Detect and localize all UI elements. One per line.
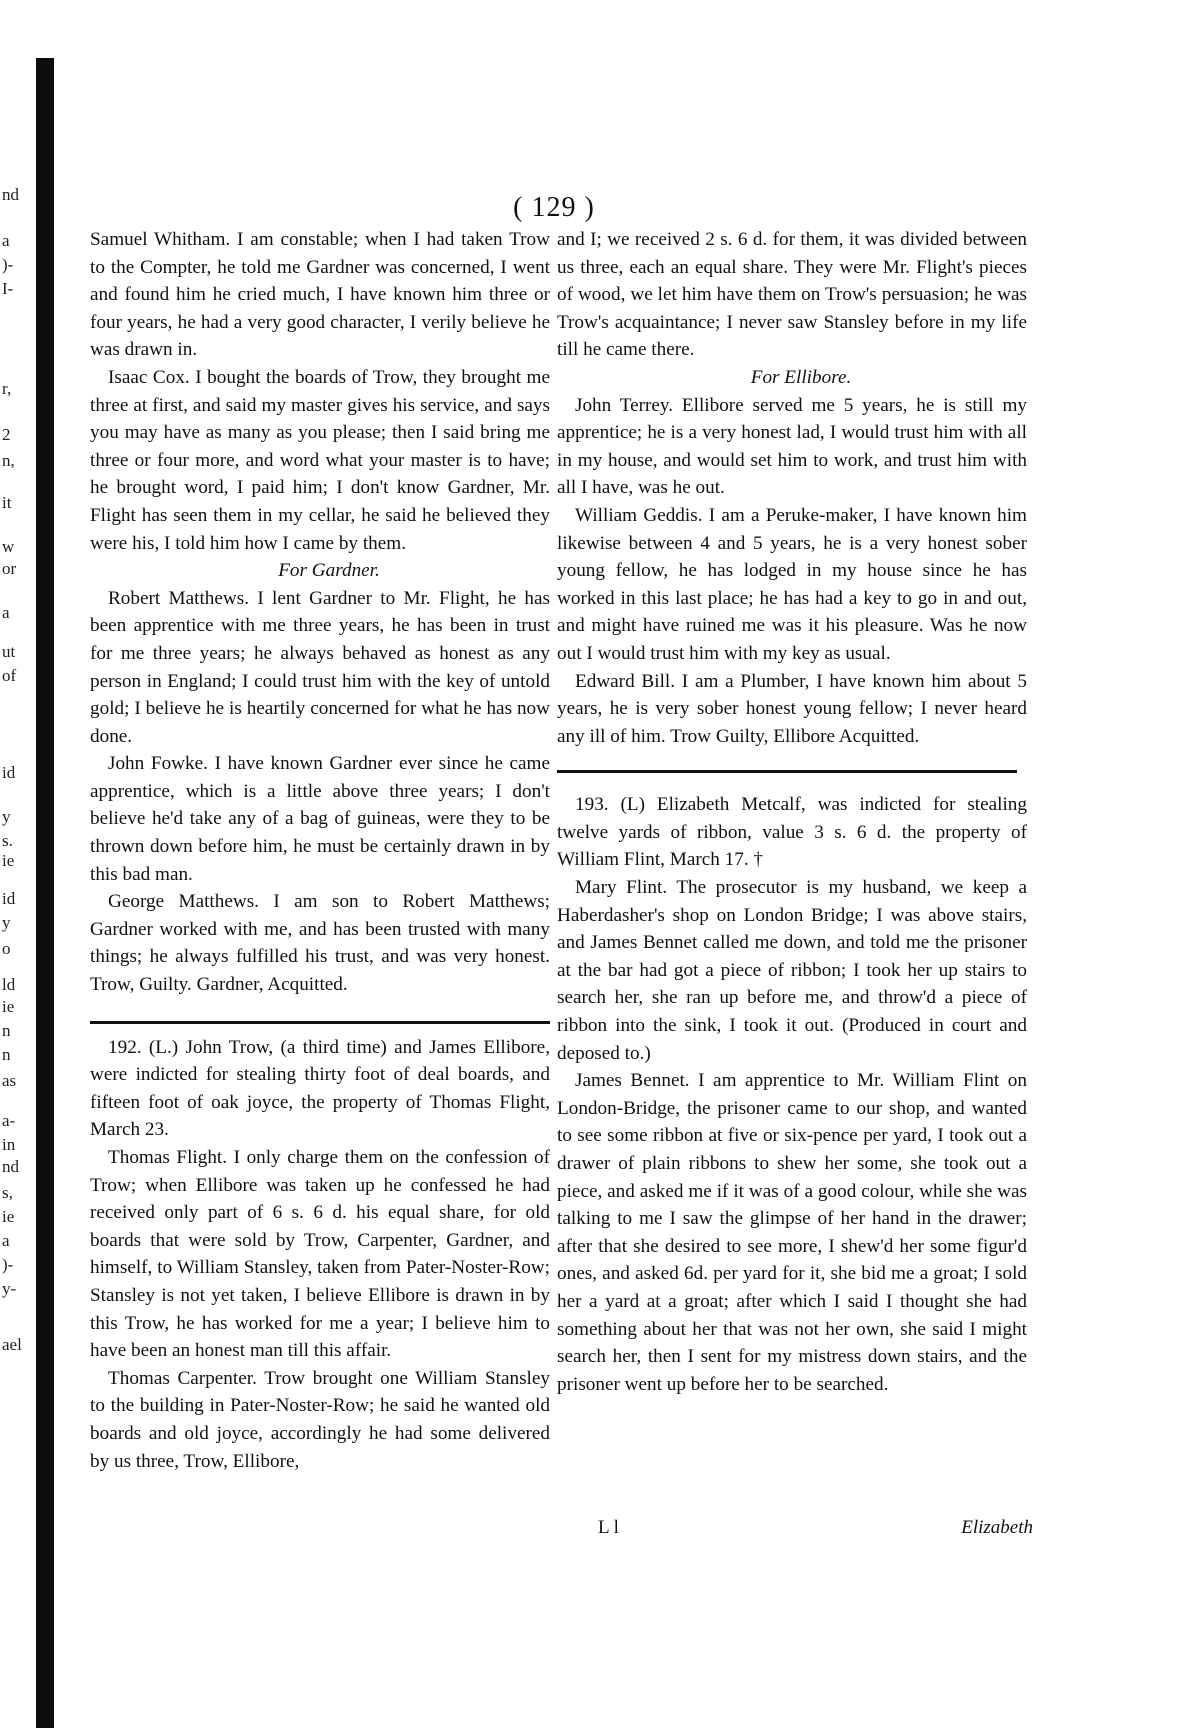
testimony-mary-flint: Mary Flint. The prosecutor is my husband, we keep a Haberdasher's shop on London Bridge; I was above stairs, and James Bennet called me down, and told me the prisoner at the bar had got a piece of ribbon; I took her up stairs to search her, she ran up before me, and throw'd a piece of ribbon into the sink, I took it out. (Produced in court and deposed to.)	[557, 877, 1027, 1064]
section-rule	[90, 1021, 550, 1024]
testimony-george-matthews: George Matthews. I am son to Robert Matthews; Gardner worked with me, and has been trusted with many things; he always fulfilled his trust, and was very honest. Trow, Guilty. Gardner, Acquitted.	[90, 891, 550, 996]
case-193-indictment: 193. (L) Elizabeth Metcalf, was indicted for stealing twelve yards of ribbon, value 3 s. 6 d. the property of William Flint, March 17. †	[557, 794, 1027, 871]
bleed-fragment: w	[2, 537, 15, 556]
case-192-indictment: 192. (L.) John Trow, (a third time) and James Ellibore, were indicted for stealing thirty foot of deal boards, and fifteen foot of oak joyce, the property of Thomas Flight, March 23.	[90, 1036, 550, 1141]
testimony-thomas-flight: Thomas Flight. I only charge them on the confession of Trow; when Ellibore was taken up he confessed he had received only part of 6 s. 6 d. his equal share, for old boards that were sold by Trow, Carpenter, Gardner, and himself, to William Stansley, taken from Pater-Noster-Row; Stansley is not yet taken, I believe Ellibore is drawn in by this Trow, he has worked for me a year; I believe him to have been an honest man till this affair.	[90, 1147, 550, 1362]
bleed-fragment: )-	[2, 255, 14, 274]
heading-for-ellibore: For Ellibore.	[750, 366, 852, 388]
bleed-fragment: ld	[2, 975, 16, 994]
catchword: Elizabeth	[961, 1517, 1033, 1538]
bleed-fragment: )-	[2, 1255, 14, 1274]
bleed-fragment: n,	[2, 451, 15, 470]
page-number: ( 129 )	[513, 192, 595, 223]
bleed-fragment: as	[2, 1071, 17, 1090]
right-column	[557, 226, 1027, 1398]
testimony-cox: Isaac Cox. I bought the boards of Trow, they brought me three at first, and said my master gives his service, and says you may have as many as you please; then I said bring me three or four more, and word what your master is to have; he brought word, I paid him; I don't know Gardner, Mr. Flight has seen them in my cellar, he said he believed they were his, I told him how I came by them.	[90, 366, 550, 554]
bleed-fragment: s.	[2, 831, 13, 850]
printer-signature: L l	[598, 1517, 619, 1538]
bleed-fragment: r,	[2, 379, 12, 398]
bleed-fragment: nd	[2, 1157, 19, 1176]
bleed-fragment: it	[2, 493, 12, 512]
heading-for-gardner: For Gardner.	[278, 560, 380, 582]
section-rule	[557, 770, 1017, 773]
bleed-fragment: of	[2, 666, 17, 685]
bleed-fragment: y-	[2, 1279, 17, 1298]
bleed-fragment: a-	[2, 1111, 16, 1130]
bleed-fragment: s,	[2, 1183, 13, 1202]
bleed-fragment: ie	[2, 851, 15, 870]
bleed-fragment: o	[2, 939, 11, 958]
bleed-fragment: nd	[2, 185, 19, 204]
testimony-geddis: William Geddis. I am a Peruke-maker, I have known him likewise between 4 and 5 years, he is a very honest sober young fellow, he has lodged in my house since he has worked in this last place; he has had a key to go in and out, and might have ruined me was it his pleasure. Was he now out I would trust him with my key as usual.	[557, 504, 1027, 664]
left-edge-bleed-text	[0, 0, 30, 1728]
testimony-robert-matthews: Robert Matthews. I lent Gardner to Mr. Flight, he has been apprentice with me three years, he has been in trust for me three years; he always behaved as honest as any person in England; I could trust him with the key of untold gold; I believe he is heartily concerned for what he has now done.	[90, 587, 550, 747]
bleed-fragment: id	[2, 889, 16, 908]
bleed-fragment: 2	[2, 425, 11, 444]
bleed-fragment: ut	[2, 642, 16, 661]
bleed-fragment: ie	[2, 1207, 15, 1226]
left-column	[90, 226, 550, 1475]
testimony-fowke: John Fowke. I have known Gardner ever since he came apprentice, which is a little above three years; I don't believe he'd take any of a bag of guineas, were they to be thrown down before him, he must be certainly drawn in by this bad man.	[90, 753, 550, 885]
testimony-whitham: Samuel Whitham. I am constable; when I had taken Trow to the Compter, he told me Gardner was concerned, I went and found him he cried much, I have known him three or four years, he had a very good character, I verily believe he was drawn in.	[90, 229, 550, 361]
bleed-fragment: n	[2, 1021, 11, 1040]
bleed-fragment: a	[2, 1231, 10, 1250]
bleed-fragment: y	[2, 913, 11, 932]
binding-shadow	[36, 58, 54, 1728]
bleed-fragment: ael	[2, 1335, 22, 1354]
bleed-fragment: id	[2, 763, 16, 782]
testimony-carpenter-continued: and I; we received 2 s. 6 d. for them, it was divided between us three, each an equal share. They were Mr. Flight's pieces of wood, we let him have them on Trow's persuasion; he was Trow's acquaintance; I never saw Stansley before in my life till he came there.	[557, 229, 1027, 361]
bleed-fragment: a	[2, 603, 10, 622]
testimony-bill: Edward Bill. I am a Plumber, I have known him about 5 years, he is very sober honest young fellow; I never heard any ill of him. Trow Guilty, Ellibore Acquitted.	[557, 670, 1027, 747]
bleed-fragment: n	[2, 1045, 11, 1064]
testimony-james-bennet: James Bennet. I am apprentice to Mr. William Flint on London-Bridge, the prisoner came to our shop, and wanted to see some ribbon at five or six-pence per yard, I took out a drawer of plain ribbons to shew her some, she took out a piece, and asked me if it was of a good colour, while she was talking to me I saw the glimpse of her hand in the drawer; after that she desired to see more, I shew'd her some figur'd ones, and asked 6d. per yard for it, she bid me a groat; I sold her a yard at a groat; after which I said I thought she had something about her that was not her own, she said I might search her, then I sent for my mistress down stairs, and the prisoner went up before her to be searched.	[557, 1070, 1027, 1395]
bleed-fragment: I-	[2, 279, 14, 298]
bleed-fragment: in	[2, 1135, 16, 1154]
testimony-thomas-carpenter: Thomas Carpenter. Trow brought one William Stansley to the building in Pater-Noster-Row; he said he wanted old boards and old joyce, accordingly he had some delivered by us three, Trow, Ellibore,	[90, 1367, 550, 1472]
bleed-fragment: a	[2, 231, 10, 250]
bleed-fragment: or	[2, 559, 17, 578]
bleed-fragment: y	[2, 807, 11, 826]
bleed-fragment: ie	[2, 997, 15, 1016]
testimony-terrey: John Terrey. Ellibore served me 5 years, he is still my apprentice; he is a very honest lad, I would trust him with all in my house, and would set him to work, and trust him with all I have, was he out.	[557, 394, 1027, 499]
